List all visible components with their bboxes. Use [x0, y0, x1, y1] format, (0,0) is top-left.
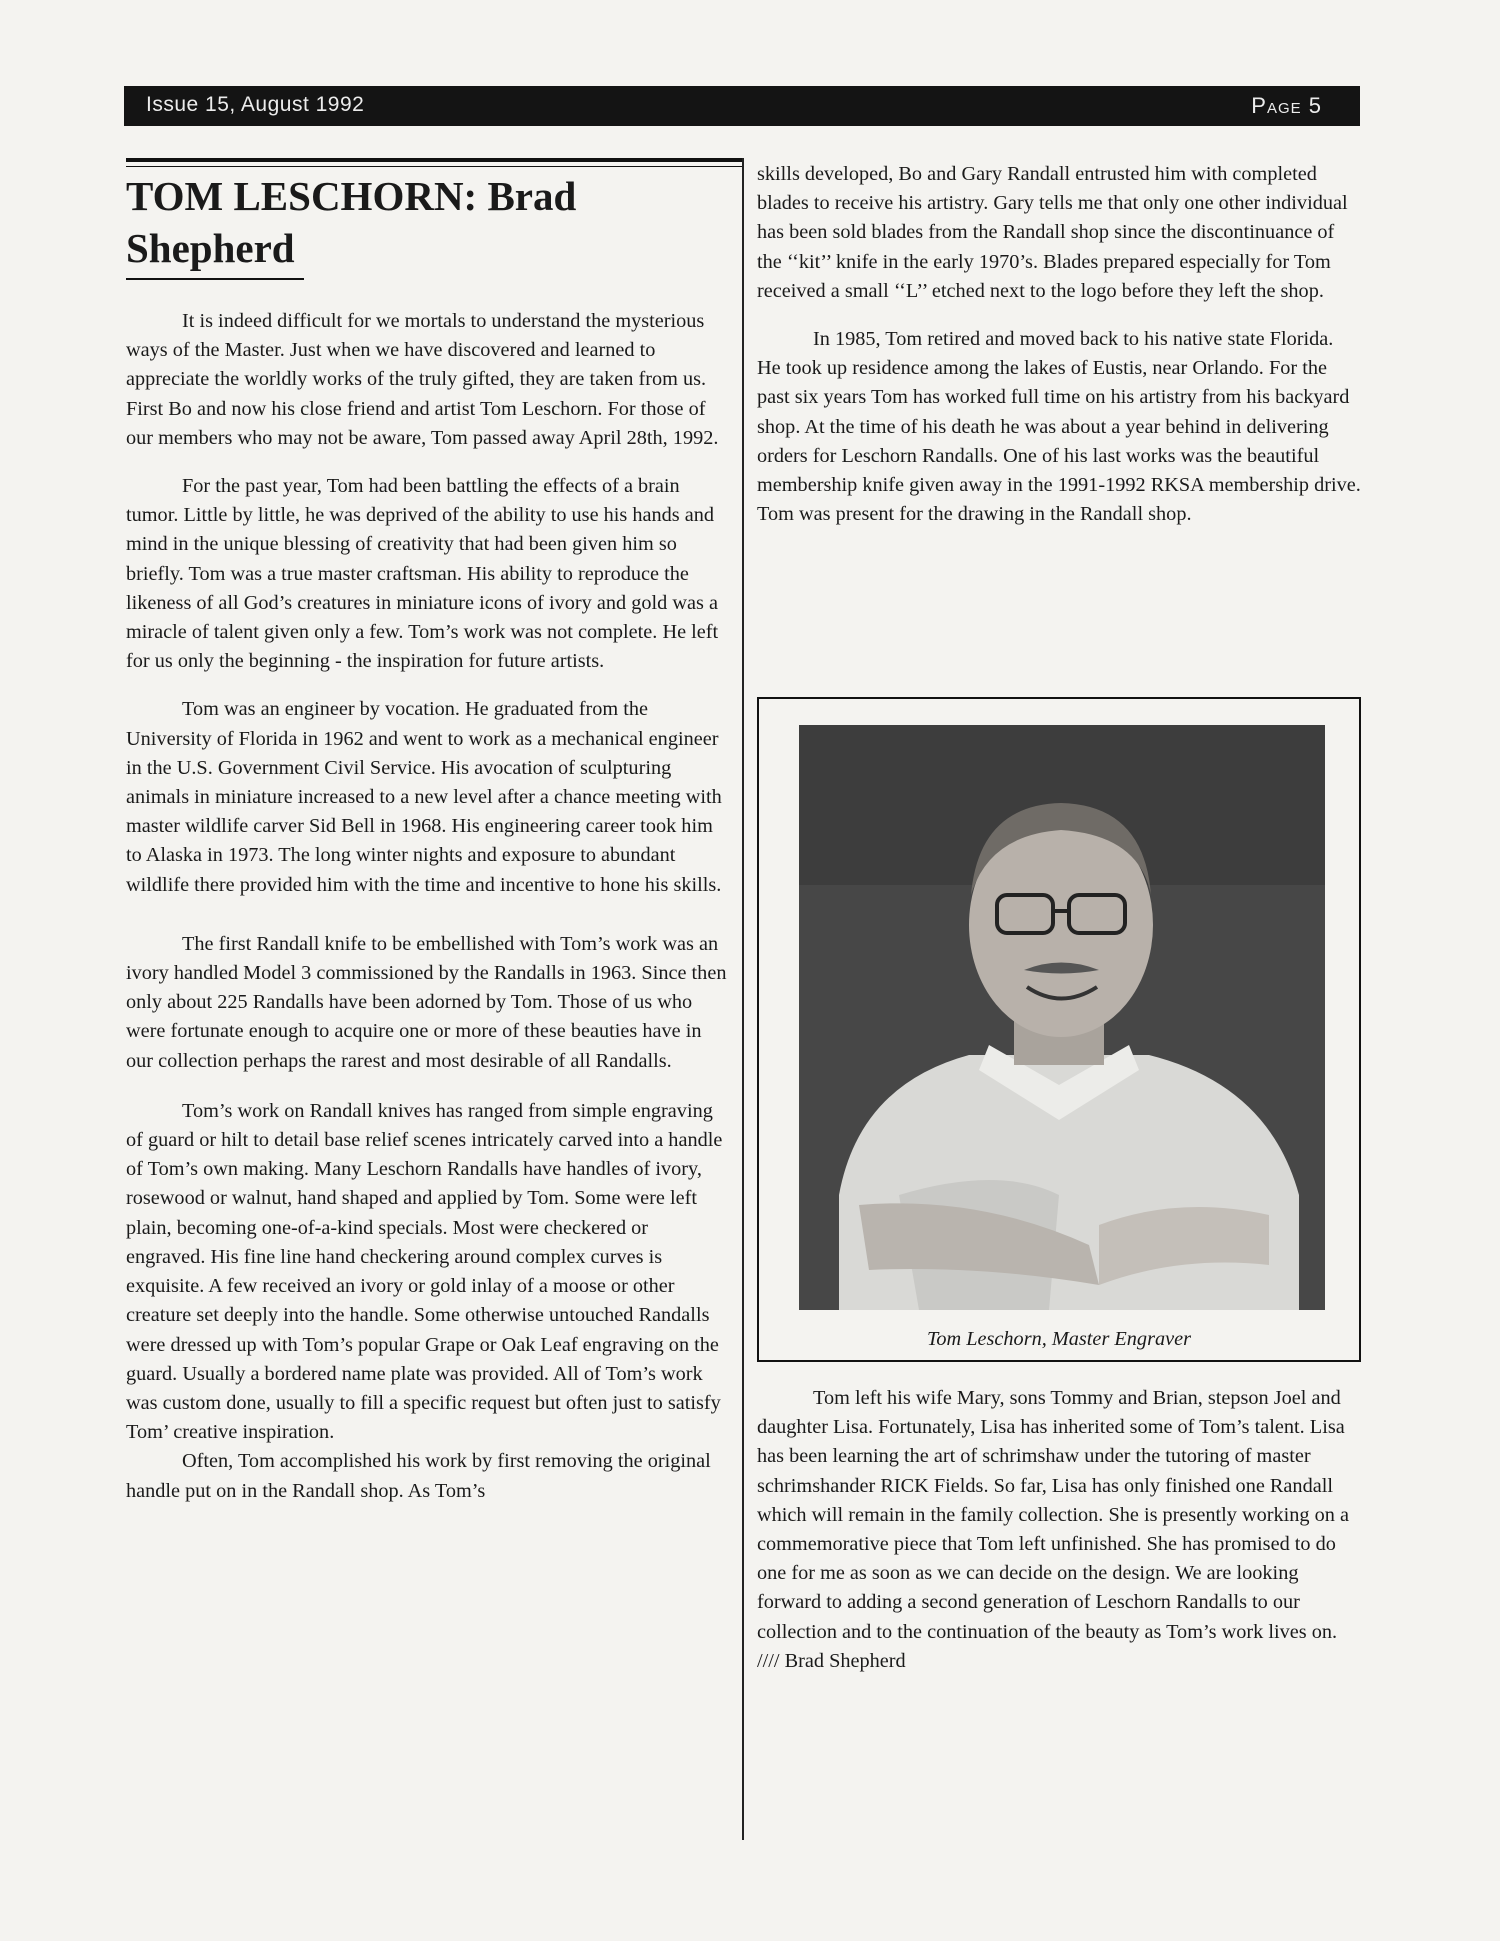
- portrait-illustration: [799, 725, 1325, 1310]
- issue-label: Issue 15, August 1992: [146, 93, 365, 116]
- left-column: [126, 307, 730, 1506]
- photo-caption: Tom Leschorn, Master Engraver: [926, 1328, 1192, 1350]
- paragraph-family: Tom left his wife Mary, sons Tommy and Brian, stepson Joel and daughter Lisa. Fortunately, Lisa has inherited some of Tom’s talent. Lisa has been learning the art of schrimshaw under the tutoring of master schrimshander RICK Fields. So far, Lisa has only finished one Randall which will remain in the family collection. She is presently working on a commemorative piece that Tom left unfinished. She has promised to do one for me as soon as we can decide on the design. We are looking forward to adding a second generation of Leschorn Randalls to our collection and to the continuation of the beauty as Tom’s work lives on. //// Brad Shepherd: [757, 1387, 1349, 1672]
- paragraph-handles: Often, Tom accomplished his work by first removing the original handle put on in the Randall shop. As Tom’s: [126, 1450, 711, 1502]
- paragraph-illness: For the past year, Tom had been battling the effects of a brain tumor. Little by little, he was deprived of the ability to use his hands and mind in the unique blessing of creativity that had been given him so briefly. Tom was a true master craftsman. His ability to reproduce the likeness of all God’s creatures in miniature icons of ivory and gold was a miracle of talent given only a few. Tom’s work was not complete. He left for us only the beginning - the inspiration for future artists.: [126, 475, 719, 673]
- photo-frame: [757, 697, 1361, 1362]
- title-rule-thick: [126, 158, 744, 162]
- paragraph-first-knife: The first Randall knife to be embellished with Tom’s work was an ivory handled Model 3 commissioned by the Randalls in 1963. Since then only about 225 Randalls have been adorned by Tom. Those of us who were fortunate enough to acquire one or more of these beauties have in our collection perhaps the rarest and most desirable of all Randalls.: [126, 932, 727, 1072]
- portrait-photo: [799, 725, 1325, 1310]
- paragraph-work-range: Tom’s work on Randall knives has ranged from simple engraving of guard or hilt to detail base relief scenes intricately carved into a handle of Tom’s own making. Many Leschorn Randalls have handles of ivory, rosewood or walnut, hand shaped and applied by Tom. Some were left plain, becoming one-of-a-kind specials. Most were checkered or engraved. His fine line hand checkering around complex curves is exquisite. A few received an ivory or gold inlay of a moose or other creature set deeply into the handle. Some otherwise untouched Randalls were dressed up with Tom’s popular Grape or Oak Leaf engraving on the guard. Usually a bordered name plate was provided. All of Tom’s work was custom done, usually to fill a specific request but often just to satisfy Tom’ creative inspiration.: [126, 1099, 723, 1444]
- right-column-lower: [757, 1384, 1361, 1676]
- page-header-bar: [124, 86, 1360, 126]
- article-title-line-1: TOM LESCHORN: Brad: [126, 173, 577, 219]
- article-title-line-2: Shepherd: [126, 225, 295, 271]
- right-column: [757, 160, 1361, 529]
- paragraph-blades: skills developed, Bo and Gary Randall entrusted him with completed blades to receive his artistry. Gary tells me that only one other individual has been sold blades from the Randall shop since the discontinuance of the ‘‘kit’’ knife in the early 1970’s. Blades prepared especially for Tom received a small ‘‘L’’ etched next to the logo before they left the shop.: [757, 163, 1348, 302]
- column-divider: [742, 158, 744, 1840]
- title-rule-thin: [126, 166, 744, 167]
- article-title: [126, 170, 746, 274]
- paragraph-career: Tom was an engineer by vocation. He graduated from the University of Florida in 1962 and went to work as a mechanical engineer in the U.S. Government Civil Service. His avocation of sculpturing animals in miniature increased to a new level after a chance meeting with master wildlife carver Sid Bell in 1968. His engineering career took him to Alaska in 1973. The long winter nights and exposure to abundant wildlife there provided him with the time and incentive to hone his skills.: [126, 698, 722, 896]
- paragraph-passing: It is indeed difficult for we mortals to understand the mysterious ways of the Master. Just when we have discovered and learned to appreciate the worldly works of the truly gifted, they are taken from us. First Bo and now his close friend and artist Tom Leschorn. For those of our members who may not be aware, Tom passed away April 28th, 1992.: [126, 310, 719, 449]
- title-underline: [126, 278, 304, 280]
- paragraph-retirement: In 1985, Tom retired and moved back to his native state Florida. He took up residence among the lakes of Eustis, near Orlando. For the past six years Tom has worked full time on his artistry from his backyard shop. At the time of his death he was about a year behind in delivering orders for Leschorn Randalls. One of his last works was the beautiful membership knife given away in the 1991-1992 RKSA membership drive. Tom was present for the drawing in the Randall shop.: [757, 328, 1361, 526]
- page-number: Page 5: [1251, 93, 1322, 118]
